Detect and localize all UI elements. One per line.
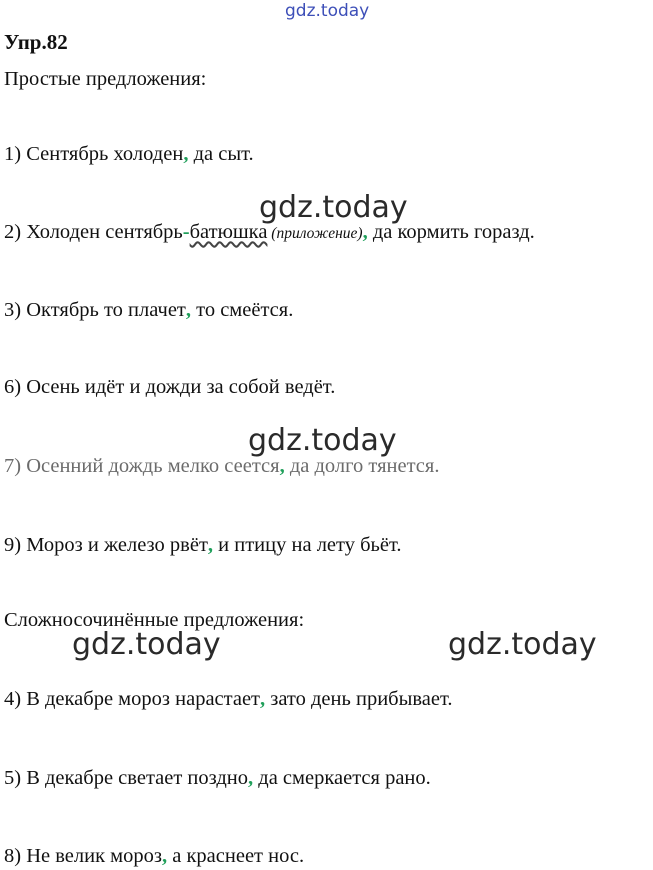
sentence-5: 5) В декабре светает поздно, да смеркается рано. — [4, 767, 431, 789]
comma-mark: , — [260, 688, 266, 710]
sentence-3: 3) Октябрь то плачет, то смеётся. — [4, 299, 294, 321]
sentence-9: 9) Мороз и железо рвёт, и птицу на лету бьёт. — [4, 534, 402, 556]
watermark: gdz.today — [259, 190, 408, 225]
watermark-top: gdz.today — [285, 1, 370, 21]
sentence-2: 2) Холоден сентябрь-батюшка (приложение), да кормить горазд. — [4, 221, 535, 243]
sentence-4: 4) В декабре мороз нарастает, зато день прибывает. — [4, 688, 453, 710]
comma-mark: , — [185, 299, 192, 321]
sentence-1: 1) Сентябрь холоден, да сыт. — [4, 143, 254, 165]
comma-mark: , — [162, 845, 168, 867]
appositive-word: батюшка — [189, 221, 268, 243]
sentence-7: 7) Осенний дождь мелко сеется, да долго тянется. — [4, 455, 440, 477]
grammar-note: (приложение) — [267, 225, 363, 242]
watermark: gdz.today — [248, 423, 397, 458]
comma-mark: , — [183, 143, 189, 165]
comma-mark: , — [362, 221, 368, 243]
section-compound-heading: Сложносочинённые предложения: — [4, 609, 305, 631]
comma-mark: , — [279, 455, 285, 477]
dash-mark: - — [182, 221, 190, 243]
comma-mark: , — [207, 534, 214, 556]
comma-mark: , — [248, 767, 254, 789]
sentence-6: 6) Осень идёт и дожди за собой ведёт. — [4, 376, 336, 398]
sentence-8: 8) Не велик мороз, а краснеет нос. — [4, 845, 305, 867]
watermark: gdz.today — [448, 627, 597, 662]
exercise-title: Упр.82 — [4, 30, 68, 54]
watermark: gdz.today — [72, 627, 221, 662]
section-simple-heading: Простые предложения: — [4, 68, 207, 90]
